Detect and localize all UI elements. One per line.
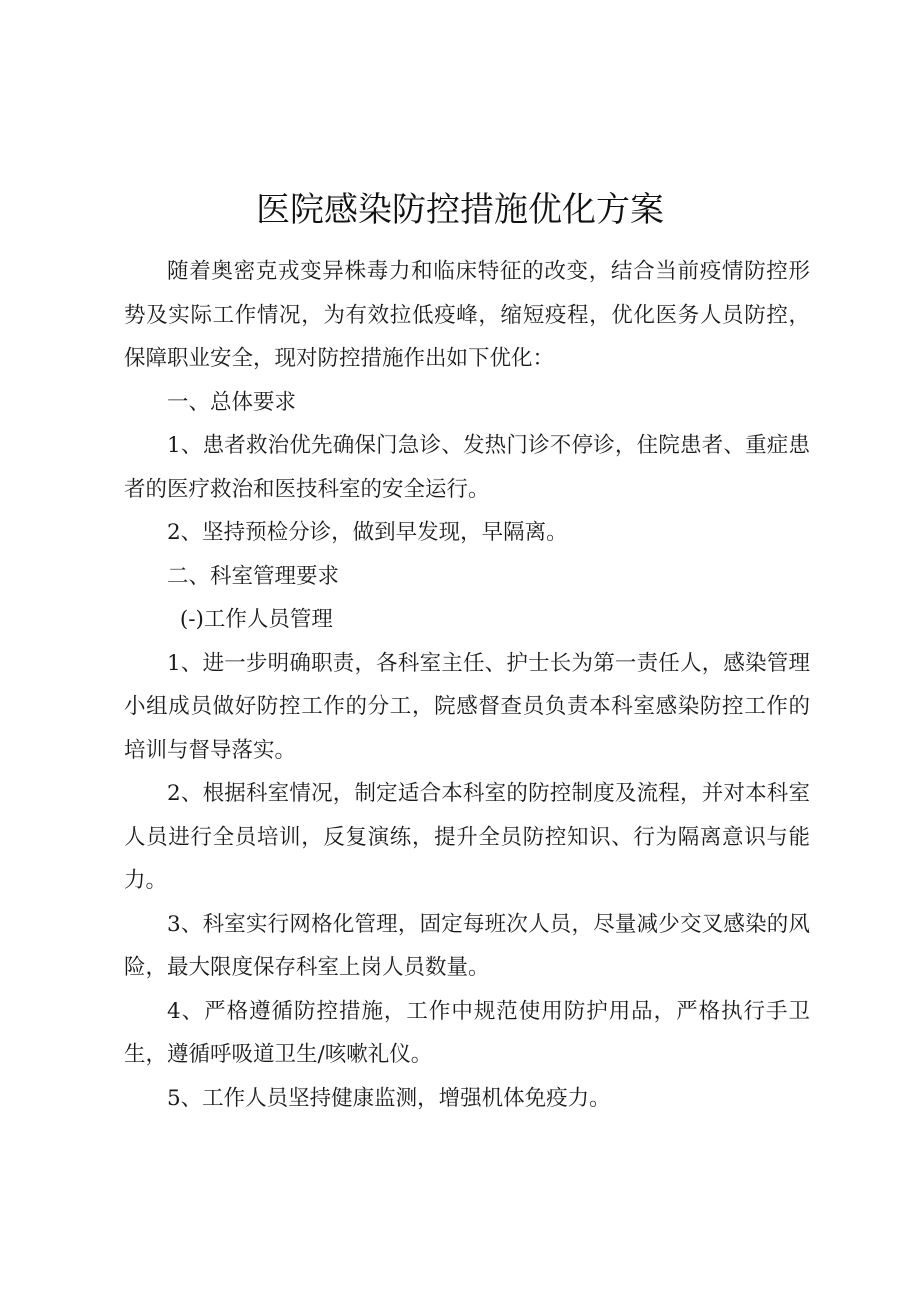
list-item: 2、坚持预检分诊，做到早发现，早隔离。 [167,520,568,545]
intro-paragraph: 随着奥密克戎变异株毒力和临床特征的改变，结合当前疫情防控形势及实际工作情况，为有效拉低疫峰，缩短疫程，优化医务人员防控，保障职业安全，现对防控措施作出如下优化： [124,259,810,371]
list-item: 4、严格遵循防控措施，工作中规范使用防护用品，严格执行手卫生，遵循呼吸道卫生/咳嗽礼仪。 [124,998,810,1067]
document-title: 医院感染防控措施优化方案 [256,189,664,230]
list-item: 1、进一步明确职责，各科室主任、护士长为第一责任人，感染管理小组成员做好防控工作的分工，院感督查员负责本科室感染防控工作的培训与督导落实。 [124,650,810,763]
section-heading-department: 二、科室管理要求 [167,563,340,589]
list-item: 1、患者救治优先确保门急诊、发热门诊不停诊，住院患者、重症患者的医疗救治和医技科室的安全运行。 [124,433,810,502]
document-body [124,250,810,1120]
list-item: 2、根据科室情况，制定适合本科室的防控制度及流程，并对本科室人员进行全员培训，反复演练，提升全员防控知识、行为隔离意识与能力。 [124,781,810,893]
section-heading-general: 一、总体要求 [167,389,297,415]
list-item: 3、科室实行网格化管理，固定每班次人员，尽量减少交叉感染的风险，最大限度保存科室上岗人员数量。 [124,911,810,980]
subsection-heading-staff: (-)工作人员管理 [179,607,333,632]
list-item: 5、工作人员坚持健康监测，增强机体免疫力。 [167,1085,611,1111]
